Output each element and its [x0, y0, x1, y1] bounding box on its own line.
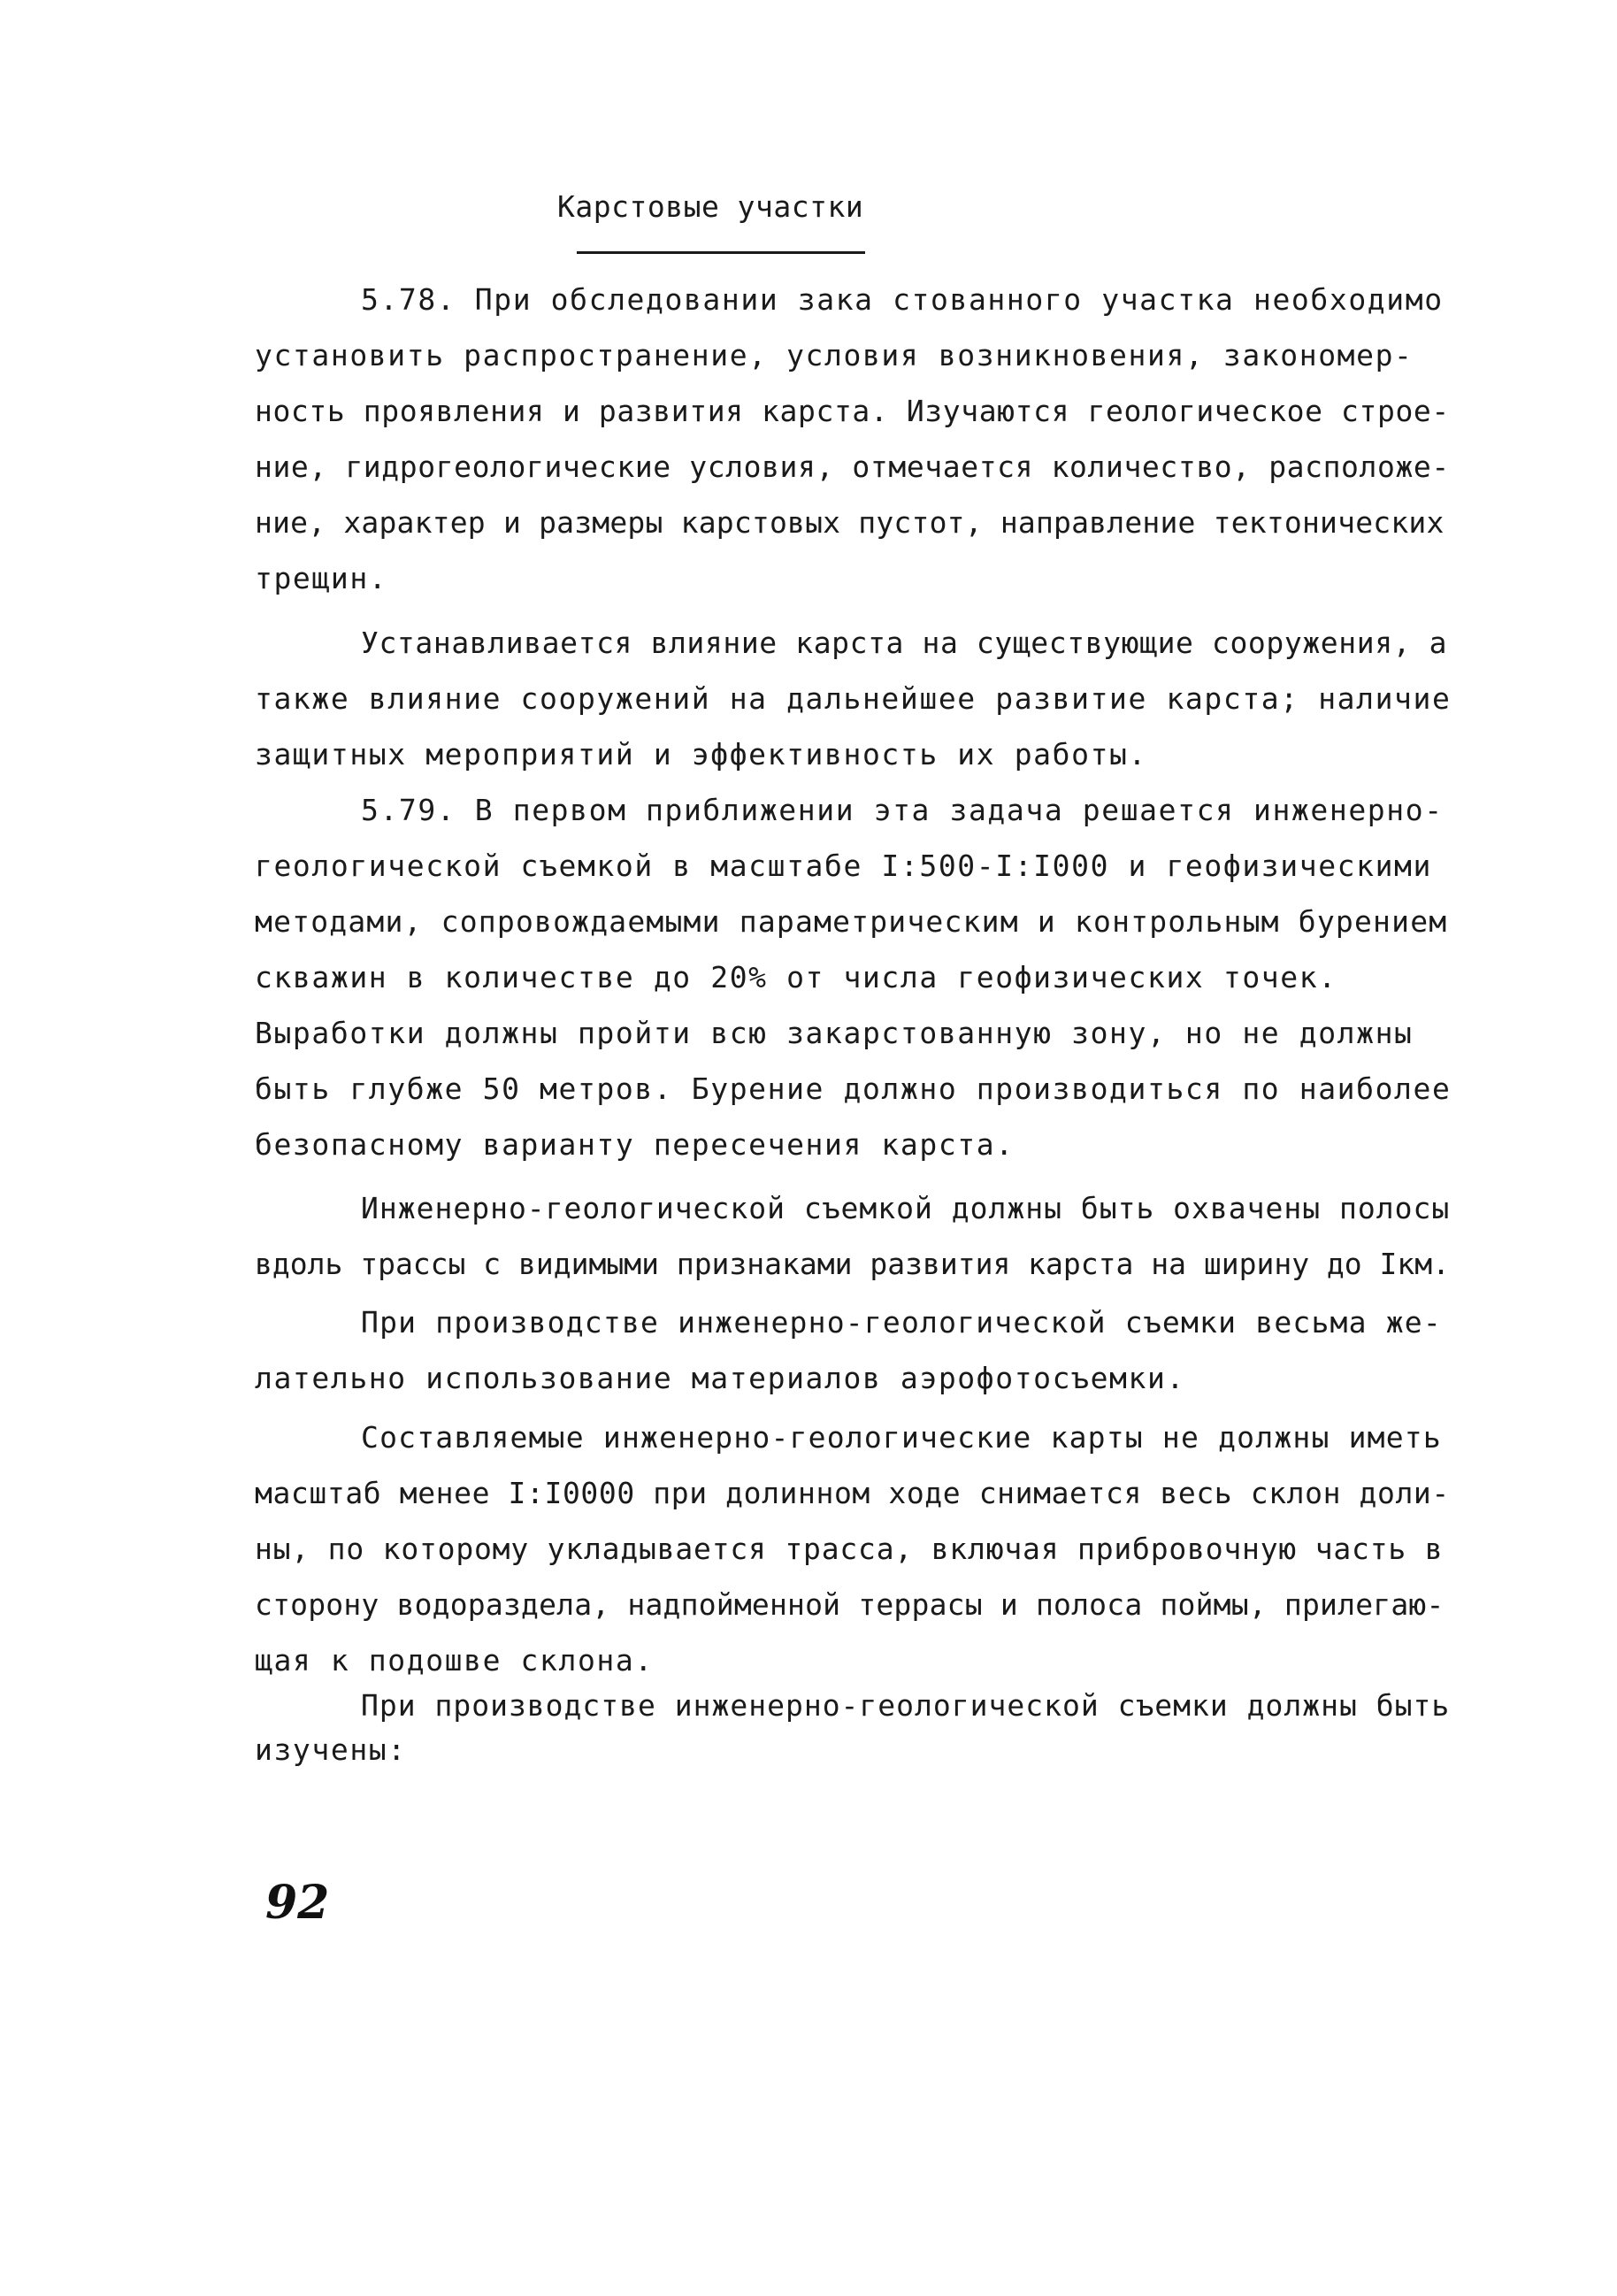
text-line: 5.78. При обследовании зака стованного участка необходимо	[361, 282, 1444, 317]
text-line: 5.79. В первом приближении эта задача решается инженерно-	[361, 793, 1444, 827]
text-line: щая к подошве склона.	[255, 1643, 654, 1678]
text-line: ны, по которому укладывается трасса, включая прибровочную часть в	[255, 1532, 1444, 1566]
text-line: ние, характер и размеры карстовых пустот, направление тектонических	[255, 505, 1445, 540]
text-line: изучены:	[255, 1732, 407, 1767]
text-line: Устанавливается влияние карста на существующие сооружения, а	[361, 626, 1448, 660]
text-line: также влияние сооружений на дальнейшее развитие карста; наличие	[255, 681, 1452, 716]
text-line: ность проявления и развития карста. Изучаются геологическое строе-	[255, 394, 1450, 428]
text-line: безопасному варианту пересечения карста.	[255, 1127, 1015, 1162]
text-line: установить распространение, условия возникновения, закономер-	[255, 338, 1414, 372]
text-line: Инженерно-геологической съемкой должны быть охвачены полосы	[361, 1191, 1451, 1225]
text-line: сторону водораздела, надпойменной террасы и полоса поймы, прилегаю-	[255, 1587, 1445, 1622]
text-line: геологической съемкой в масштабе I:500-I:I000 и геофизическими	[255, 849, 1432, 883]
text-line: быть глубже 50 метров. Бурение должно производиться по наиболее	[255, 1071, 1452, 1106]
text-line: методами, сопровождаемыми параметрическим и контрольным бурением	[255, 904, 1448, 939]
text-line: масштаб менее I:I0000 при долинном ходе снимается весь склон доли-	[255, 1476, 1450, 1510]
text-line: трещин.	[255, 561, 388, 595]
text-line: При производстве инженерно-геологической съемки весьма же-	[361, 1305, 1442, 1340]
section-heading: Карстовые участки	[557, 189, 864, 224]
page-number: 92	[265, 1876, 330, 1930]
text-line: ние, гидрогеологические условия, отмечается количество, расположе-	[255, 449, 1450, 484]
heading-underline	[577, 251, 865, 254]
text-line: защитных мероприятий и эффективность их работы.	[255, 737, 1147, 772]
text-line: Составляемые инженерно-геологические карты не должны иметь	[361, 1420, 1442, 1455]
text-line: При производстве инженерно-геологической съемки должны быть	[361, 1688, 1451, 1723]
text-line: скважин в количестве до 20% от числа геофизических точек.	[255, 960, 1337, 994]
text-line: вдоль трассы с видимыми признаками развития карста на ширину до Iкм.	[255, 1247, 1451, 1281]
text-line: лательно использование материалов аэрофотосъемки.	[255, 1361, 1185, 1395]
text-line: Выработки должны пройти всю закарстованную зону, но не должны	[255, 1016, 1414, 1050]
